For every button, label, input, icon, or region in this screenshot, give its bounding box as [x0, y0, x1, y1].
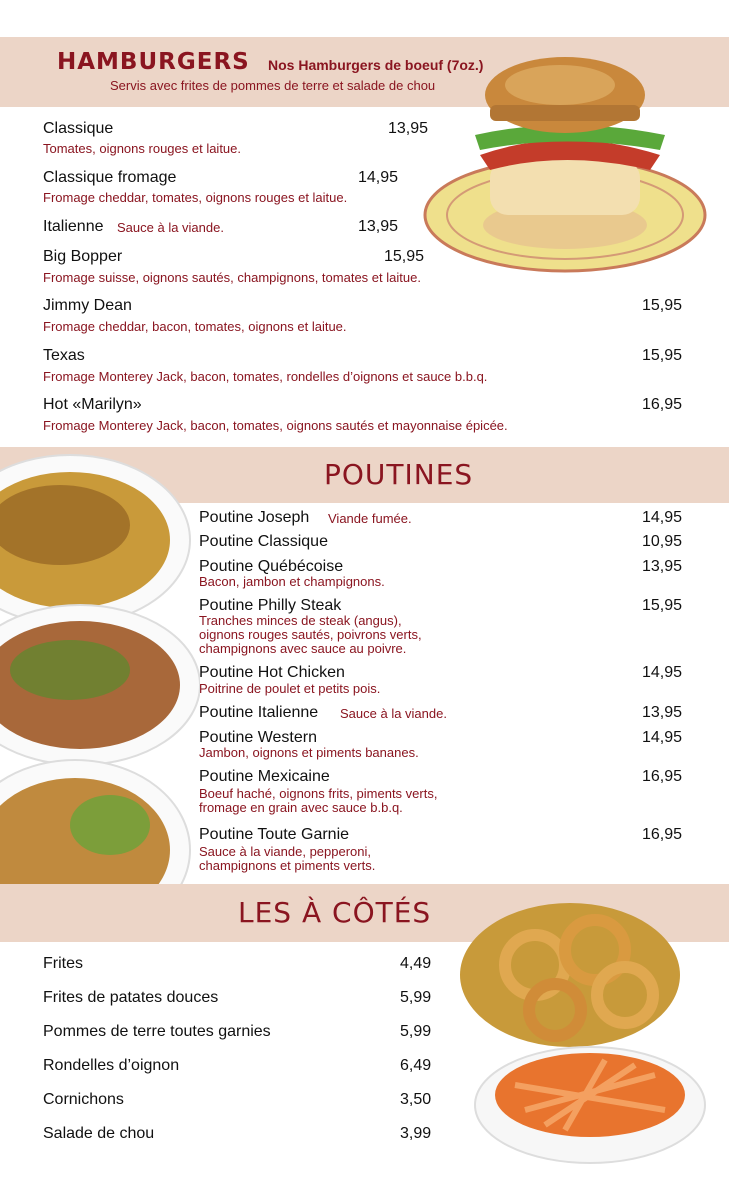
hamburger-desc: Fromage suisse, oignons sautés, champignons, tomates et laitue. — [43, 270, 421, 285]
burger-image — [420, 55, 710, 275]
poutine-price: 16,95 — [642, 826, 683, 843]
poutine-name: Poutine Western — [199, 729, 317, 746]
side-price: 5,99 — [400, 1023, 432, 1040]
side-price: 3,99 — [400, 1125, 432, 1142]
side-name: Frites — [43, 955, 83, 972]
poutine-price: 15,95 — [642, 597, 683, 614]
poutine-desc: Jambon, oignons et piments bananes. — [199, 745, 419, 760]
hamburger-inline-desc: Sauce à la viande. — [117, 220, 224, 235]
poutine-name: Poutine Joseph — [199, 509, 310, 526]
hamburger-desc: Fromage Monterey Jack, bacon, tomates, rondelles d’oignons et sauce b.b.q. — [43, 369, 488, 384]
poutine-price: 16,95 — [642, 768, 683, 785]
hamburger-price: 16,95 — [642, 396, 683, 413]
side-name: Cornichons — [43, 1091, 124, 1108]
poutine-name: Poutine Toute Garnie — [199, 826, 350, 843]
hamburger-name: Hot «Marilyn» — [43, 396, 142, 413]
poutine-price: 13,95 — [642, 704, 683, 721]
side-name: Pommes de terre toutes garnies — [43, 1023, 271, 1040]
poutine-price: 14,95 — [642, 729, 683, 746]
poutine-price: 10,95 — [642, 533, 683, 550]
hamburger-name: Texas — [43, 347, 85, 364]
side-price: 4,49 — [400, 955, 432, 972]
hamburger-desc: Fromage cheddar, tomates, oignons rouges et laitue. — [43, 190, 348, 205]
hamburgers-subtitle: Nos Hamburgers de boeuf (7oz.) — [268, 57, 484, 73]
hamburger-price: 13,95 — [358, 218, 399, 235]
side-price: 3,50 — [400, 1091, 432, 1108]
poutine-name: Poutine Classique — [199, 533, 328, 550]
poutine-name: Poutine Philly Steak — [199, 597, 342, 614]
hamburger-name: Italienne — [43, 218, 104, 235]
poutine-name: Poutine Italienne — [199, 704, 319, 721]
hamburgers-title: HAMBURGERS — [57, 49, 250, 75]
poutine-price: 13,95 — [642, 558, 683, 575]
hamburgers-note: Servis avec frites de pommes de terre et salade de chou — [110, 78, 436, 93]
poutine-price: 14,95 — [642, 664, 683, 681]
poutine-desc: Poitrine de poulet et petits pois. — [199, 681, 381, 696]
hamburger-name: Jimmy Dean — [43, 297, 132, 314]
poutine-inline-desc: Viande fumée. — [328, 511, 412, 526]
poutine-price: 14,95 — [642, 509, 683, 526]
poutine-images — [0, 430, 200, 950]
hamburger-name: Classique fromage — [43, 169, 177, 186]
poutine-desc: Sauce à la viande, pepperoni, champignons et piments verts. — [199, 844, 376, 873]
hamburger-price: 15,95 — [642, 297, 683, 314]
hamburger-price: 14,95 — [358, 169, 399, 186]
side-name: Frites de patates douces — [43, 989, 219, 1006]
side-price: 6,49 — [400, 1057, 432, 1074]
hamburger-price: 15,95 — [642, 347, 683, 364]
poutines-title: POUTINES — [324, 458, 474, 491]
poutine-desc: Boeuf haché, oignons frits, piments verts, fromage en grain avec sauce b.b.q. — [199, 786, 438, 815]
side-price: 5,99 — [400, 989, 432, 1006]
poutine-desc: Bacon, jambon et champignons. — [199, 574, 385, 589]
side-name: Salade de chou — [43, 1125, 155, 1142]
poutine-name: Poutine Mexicaine — [199, 768, 330, 785]
hamburger-price: 15,95 — [384, 248, 425, 265]
poutine-desc: Tranches minces de steak (angus), oignons rouges sautés, poivrons verts, champignons avec sauce au poivre. — [199, 613, 422, 656]
onion-rings-fries-image — [455, 895, 715, 1170]
hamburger-name: Classique — [43, 120, 114, 137]
cotes-title: LES À CÔTÉS — [238, 896, 432, 929]
hamburger-desc: Fromage cheddar, bacon, tomates, oignons et laitue. — [43, 319, 347, 334]
hamburger-desc: Fromage Monterey Jack, bacon, tomates, oignons sautés et mayonnaise épicée. — [43, 418, 508, 433]
side-name: Rondelles d’oignon — [43, 1057, 180, 1074]
poutine-name: Poutine Québécoise — [199, 558, 344, 575]
hamburger-name: Big Bopper — [43, 248, 123, 265]
poutine-inline-desc: Sauce à la viande. — [340, 706, 447, 721]
hamburger-price: 13,95 — [388, 120, 429, 137]
poutine-name: Poutine Hot Chicken — [199, 664, 345, 681]
hamburger-desc: Tomates, oignons rouges et laitue. — [43, 141, 242, 156]
